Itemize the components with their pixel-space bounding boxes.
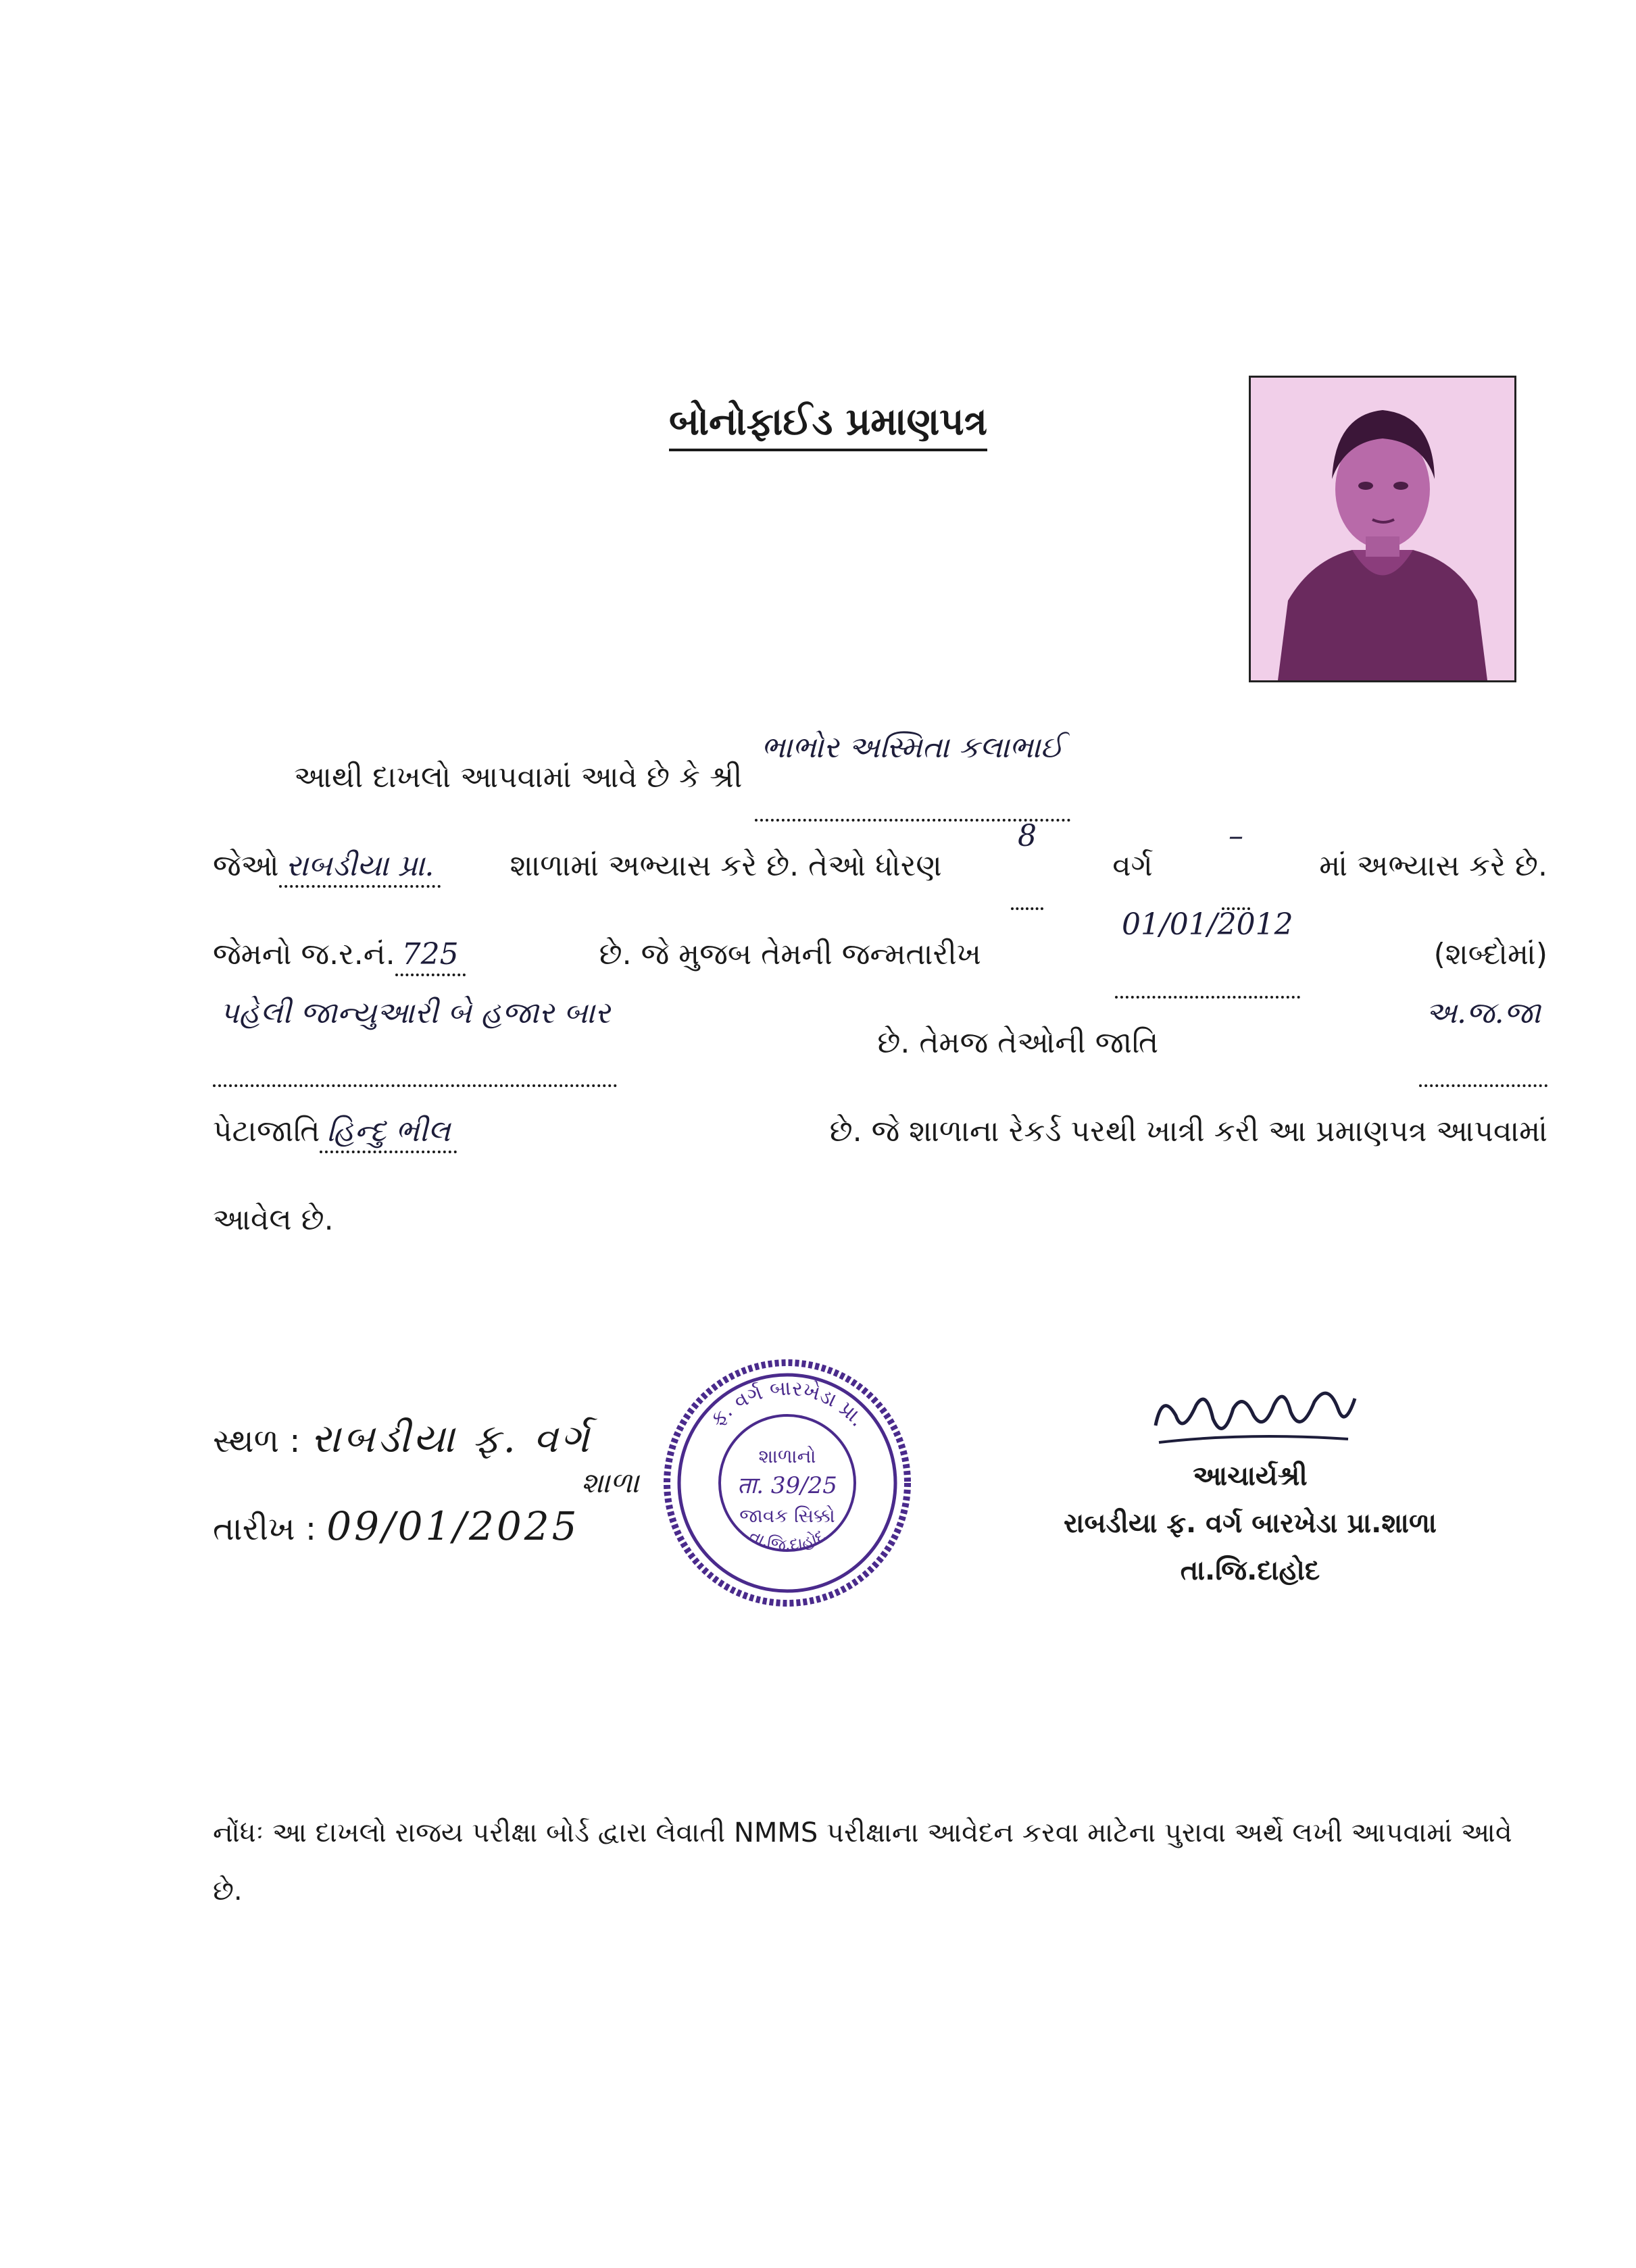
body-line-4 [213, 996, 1547, 1087]
stamp-seal [659, 1355, 916, 1611]
stamp-bottom-text: તા.જિ.દાહોદ [746, 1526, 828, 1555]
body-line-1 [213, 730, 1547, 822]
certificate-body [213, 730, 1547, 1264]
date-row [213, 1503, 580, 1549]
caste-value: અ.જ.જા [1419, 999, 1547, 1087]
standard-value: 8 [1011, 822, 1043, 910]
dob-in-words: પહેલી જાન્યુઆરી બે હજાર બાર [213, 999, 617, 1087]
studying-text: શાળામાં અભ્યાસ કરે છે. તેઓ ધોરણ [510, 849, 942, 883]
closing-text: આવેલ છે. [213, 1203, 334, 1237]
register-number: 725 [395, 940, 466, 976]
stamp-center-2: જાવક સિક્કો [739, 1505, 835, 1527]
date-of-birth: 01/01/2012 [1115, 910, 1300, 999]
place-label: સ્થળ : [213, 1422, 301, 1460]
place-row [213, 1415, 592, 1462]
class-value: – [1222, 822, 1250, 910]
place-value-line2: શાળા [581, 1466, 639, 1499]
student-photo-image [1251, 378, 1514, 680]
class-label: વર્ગ [1112, 849, 1153, 883]
dob-text: છે. જે મુજબ તેમની જન્મતારીખ [599, 937, 981, 972]
intro-text: આથી દાખલો આપવામાં આવે છે કે શ્રી [294, 760, 743, 795]
school-full-name: રાબડીયા ફ. વર્ગ બારખેડા પ્રા.શાળા [1064, 1508, 1437, 1539]
school-name: રાબડીયા પ્રા. [279, 851, 441, 888]
principal-title: આચાર્યશ્રી [1193, 1461, 1308, 1492]
date-label: તારીખ : [213, 1510, 317, 1548]
school-stamp [659, 1355, 916, 1611]
certificate-title: બોનોફાઈડ પ્રમાણપત્ર [669, 400, 987, 451]
studying-text-2: માં અભ્યાસ કરે છે. [1319, 849, 1547, 883]
school-district: તા.જિ.દાહોદ [1180, 1555, 1320, 1586]
student-photo [1249, 376, 1516, 682]
svg-text:તા.જિ.દાહોદ [747, 1526, 828, 1555]
regno-label: જેમનો જ.ર.નં. [213, 937, 395, 972]
stamp-number: ता. 39/25 [737, 1472, 837, 1499]
body-line-3 [213, 907, 1547, 999]
body-line-6 [213, 1176, 1547, 1264]
stamp-top-text: ફ. વર્ગ બારખેડા પ્રા. [705, 1376, 870, 1432]
student-name: ભાભોર અસ્મિતા કલાભાઈ [755, 733, 1070, 822]
date-value: 09/01/2025 [326, 1503, 580, 1549]
caste-text: છે. તેમજ તેઓની જાતિ [877, 1026, 1159, 1060]
subcaste-value: હિન્દુ ભીલ [320, 1117, 457, 1153]
in-words-label: (શબ્દોમાં) [1433, 937, 1547, 972]
stamp-center-1: શાળાનો [758, 1445, 816, 1467]
footnote: નોંધઃ આ દાખલો રાજય પરીક્ષા બોર્ડ દ્વારા લેવાતી NMMS પરીક્ષાના આવેદન કરવા માટેના પુરાવા અર્થે લખી આપવામાં આવે છે. [213, 1817, 1512, 1907]
place-value: રાબડીયા ફ. વર્ગ [310, 1415, 592, 1461]
verification-text: છે. જે શાળાના રેકર્ડ પરથી ખાત્રી કરી આ પ્રમાણપત્ર આપવામાં [829, 1114, 1547, 1149]
principal-block [1027, 1453, 1473, 1594]
body-line-5 [213, 1087, 1547, 1176]
subcaste-label: પેટાજાતિ [213, 1114, 320, 1149]
jeo-text: જેઓ [213, 849, 279, 883]
svg-text:ફ. વર્ગ બારખેડા પ્રા. [705, 1376, 870, 1431]
body-line-2 [213, 819, 1547, 910]
